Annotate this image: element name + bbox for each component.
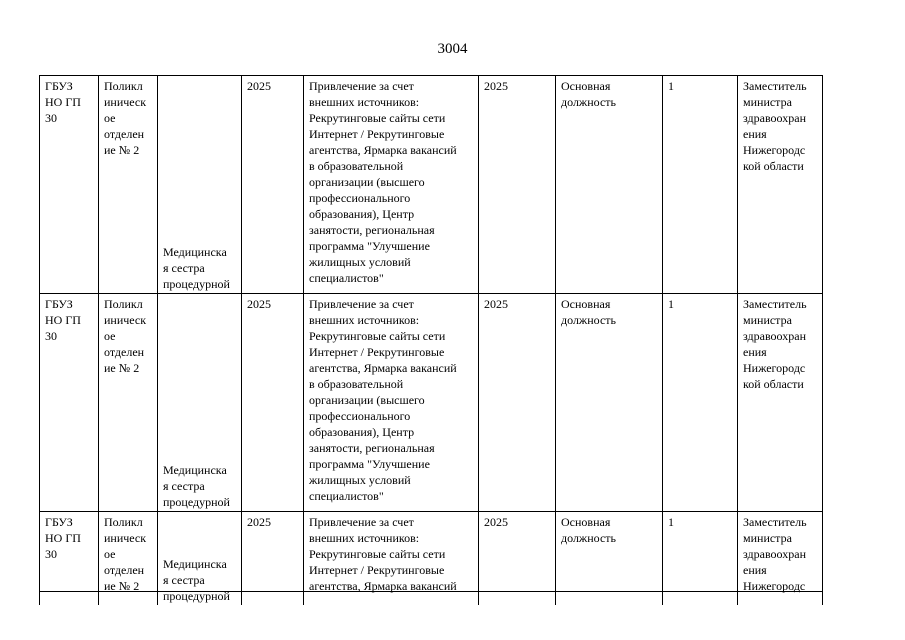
employment-type-cell: Основная должность: [556, 76, 663, 294]
count-cell: 1: [663, 76, 738, 294]
recruitment-method-cell: Привлечение за счет внешних источников: Рекрутинговые сайты сети Интернет / Рекрутинговые агентства, Ярмарка вакансий в образовательной организации (высшего профессионального образования), Центр занятости, региональная программа "Улучшение жилищных условий специалистов": [304, 76, 479, 294]
year-cell: 2025: [242, 294, 304, 512]
page-number: 3004: [437, 41, 468, 57]
position-cell: Медицинска я сестра процедурной: [158, 294, 242, 512]
position-cell: Медицинска я сестра процедурной: [158, 76, 242, 294]
target-year-cell: 2025: [479, 76, 556, 294]
staffing-table: [39, 75, 823, 605]
department-cell: Поликл иническ ое отделен ие № 2: [99, 76, 158, 294]
department-cell: Поликл иническ ое отделен ие № 2: [99, 294, 158, 512]
employment-type-cell: Основная должность: [556, 512, 663, 606]
employment-type-cell: Основная должность: [556, 294, 663, 512]
target-year-cell: 2025: [479, 294, 556, 512]
target-year-cell: 2025: [479, 512, 556, 606]
staffing-table-container: [39, 75, 822, 603]
year-cell: 2025: [242, 76, 304, 294]
table-row: [40, 512, 823, 606]
responsible-cell: Заместитель министра здравоохран ения Нижегородс кой области: [738, 76, 823, 294]
count-cell: 1: [663, 512, 738, 606]
institution-cell: ГБУЗ НО ГП 30: [40, 294, 99, 512]
position-cell: Медицинска я сестра процедурной: [158, 512, 242, 606]
recruitment-method-cell: Привлечение за счет внешних источников: Рекрутинговые сайты сети Интернет / Рекрутинговые агентства, Ярмарка вакансий: [304, 512, 479, 606]
institution-cell: ГБУЗ НО ГП 30: [40, 76, 99, 294]
responsible-cell: Заместитель министра здравоохран ения Нижегородс: [738, 512, 823, 606]
year-cell: 2025: [242, 512, 304, 606]
table-row: [40, 76, 823, 294]
responsible-cell: Заместитель министра здравоохран ения Нижегородс кой области: [738, 294, 823, 512]
department-cell: Поликл иническ ое отделен ие № 2: [99, 512, 158, 606]
institution-cell: ГБУЗ НО ГП 30: [40, 512, 99, 606]
table-row: [40, 294, 823, 512]
recruitment-method-cell: Привлечение за счет внешних источников: Рекрутинговые сайты сети Интернет / Рекрутинговые агентства, Ярмарка вакансий в образовательной организации (высшего профессионального образования), Центр занятости, региональная программа "Улучшение жилищных условий специалистов": [304, 294, 479, 512]
count-cell: 1: [663, 294, 738, 512]
